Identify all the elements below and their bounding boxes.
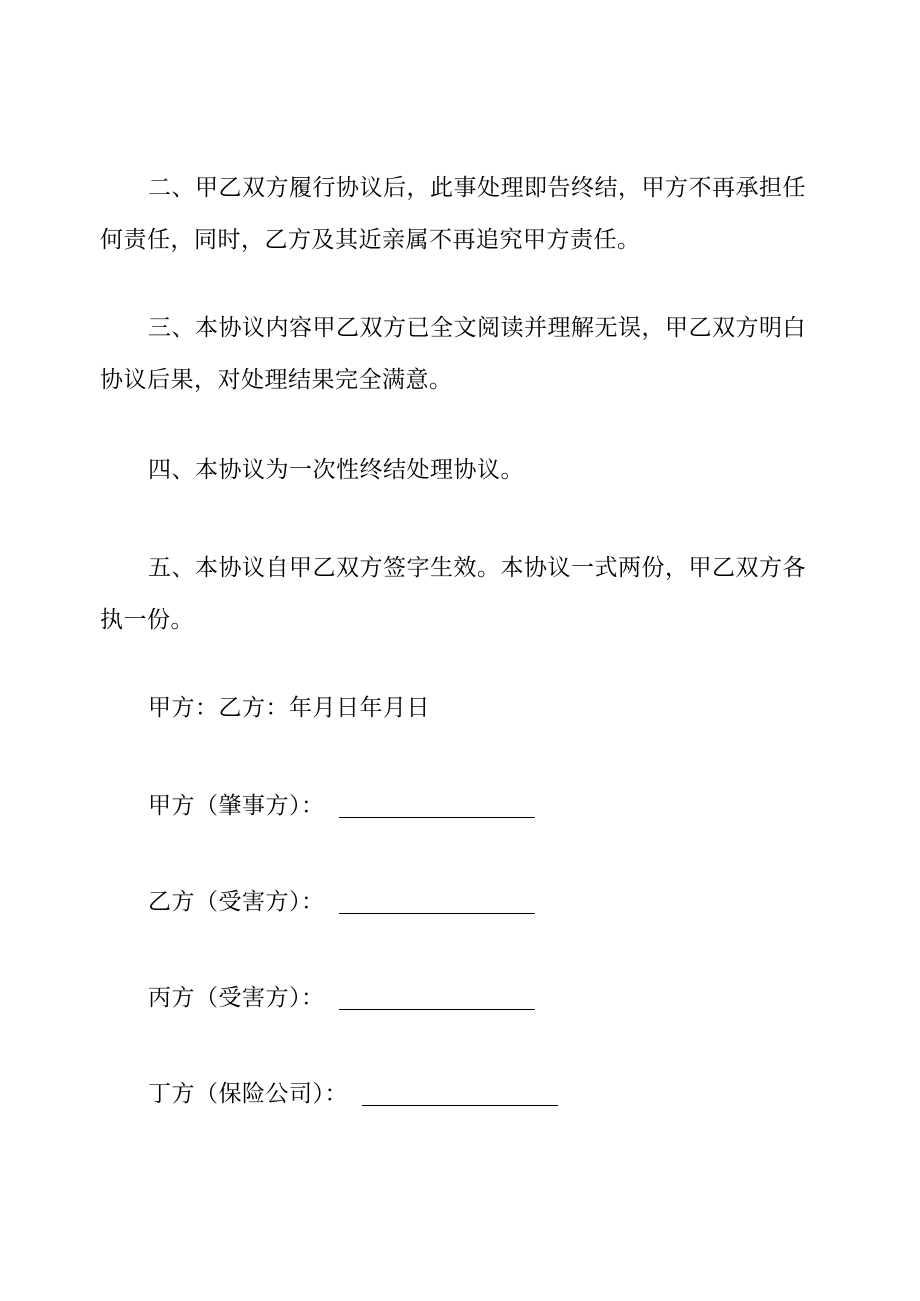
signature-party-a	[148, 780, 535, 832]
signature-party-d	[148, 1068, 558, 1120]
signature-party-c	[148, 972, 535, 1024]
clause-3-paragraph: 三、本协议内容甲乙双方已全文阅读并理解无误，甲乙双方明白协议后果，对处理结果完全满意。	[100, 315, 806, 393]
signature-label-party-c: 丙方（受害方）：	[148, 985, 325, 1011]
clause-4-paragraph: 四、本协议为一次性终结处理协议。	[148, 457, 524, 483]
signature-blank-party-a[interactable]	[339, 817, 535, 818]
signature-label-party-b: 乙方（受害方）：	[148, 889, 325, 915]
clause-2-paragraph: 二、甲乙双方履行协议后，此事处理即告终结，甲方不再承担任何责任，同时，乙方及其近亲属不再追究甲方责任。	[100, 175, 806, 253]
signature-blank-party-c[interactable]	[339, 1009, 535, 1010]
signature-party-b	[148, 876, 535, 928]
signature-label-party-d: 丁方（保险公司）：	[148, 1081, 348, 1107]
signature-blank-party-d[interactable]	[362, 1105, 558, 1106]
clause-5-paragraph: 五、本协议自甲乙双方签字生效。本协议一式两份，甲乙双方各执一份。	[100, 555, 806, 633]
date-line: 甲方：乙方：年月日年月日	[148, 695, 430, 721]
signature-label-party-a: 甲方（肇事方）：	[148, 793, 325, 819]
signature-blank-party-b[interactable]	[339, 913, 535, 914]
